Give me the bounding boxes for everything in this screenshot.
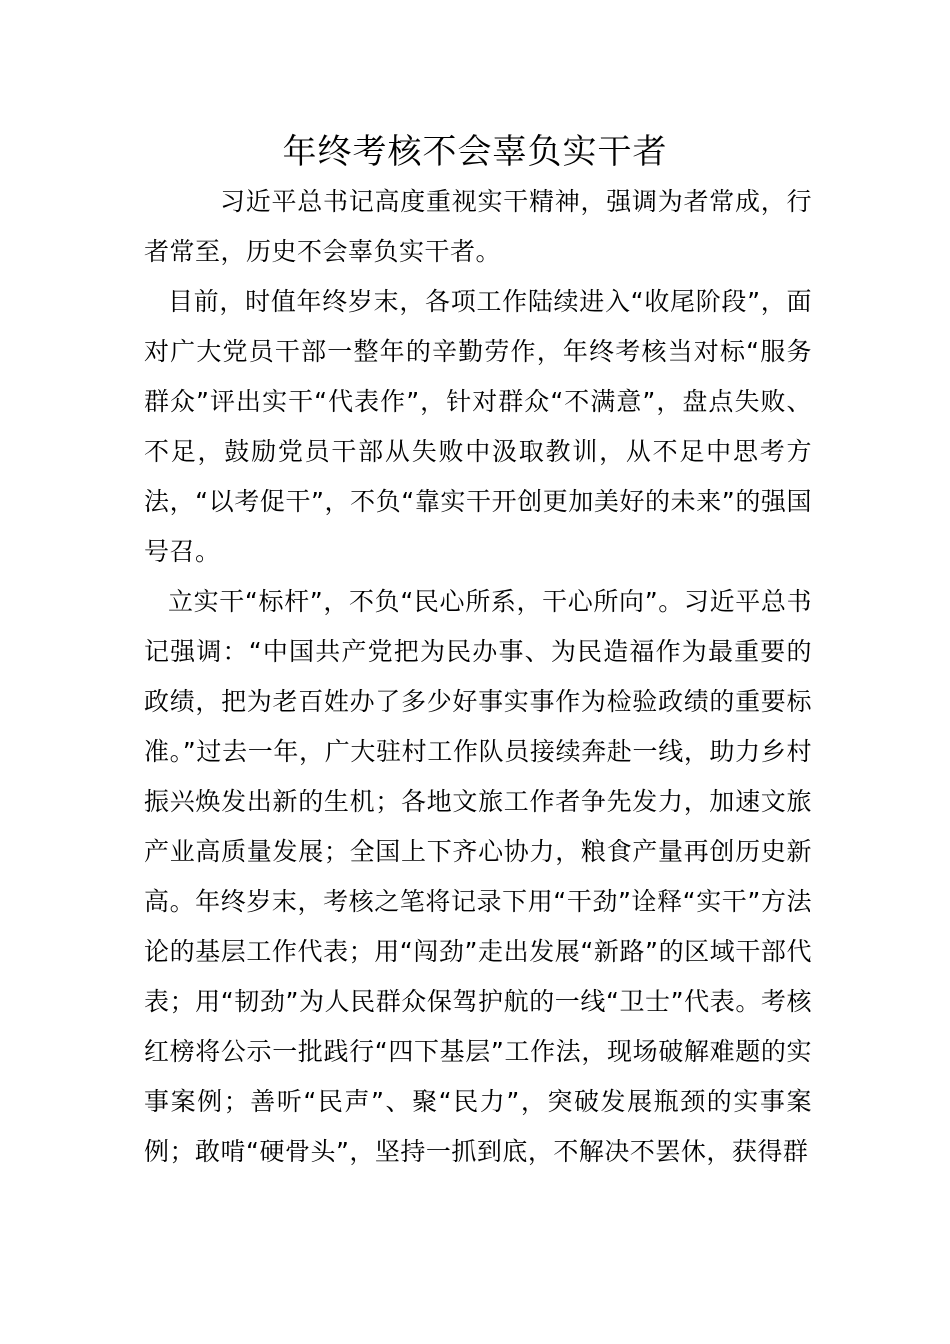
document-title: 年终考核不会辜负实干者 <box>282 132 668 172</box>
paragraph-3: 立实干“标杆”，不负“民心所系，干心所向”。习近平总书记强调：“中国共产党把为民办事、为民造福作为最重要的政绩，把为老百姓办了多少好事实事作为检验政绩的重要标准。”过去一年，广大驻村工作队员接续奔赴一线，助力乡村振兴焕发出新的生机；各地文旅工作者争先发力，加速文旅产业高质量发展；全国上下齐心协力，粮食产量再创历史新高。年终岁末，考核之笔将记录下用“干劲”诠释“实干”方法论的基层工作代表；用“闯劲”走出发展“新路”的区域干部代表；用“韧劲”为人民群众保驾护航的一线“卫士”代表。考核红榜将公示一批践行“四下基层”工作法，现场破解难题的实事案例；善听“民声”、聚“民力”，突破发展瓶颈的实事案例；敢啃“硬骨头”，坚持一抓到底，不解决不罢休，获得群 <box>144 587 812 1166</box>
paragraph-2: 目前，时值年终岁末，各项工作陆续进入“收尾阶段”，面对广大党员干部一整年的辛勤劳作，年终考核当对标“服务群众”评出实干“代表作”，针对群众“不满意”，盘点失败、不足，鼓励党员干部从失败中汲取教训，从不足中思考方法，“以考促干”，不负“靠实干开创更加美好的未来”的强国号召。 <box>144 287 812 566</box>
paragraph-1: 习近平总书记高度重视实干精神，强调为者常成，行者常至，历史不会辜负实干者。 <box>144 187 812 266</box>
document-body <box>144 177 812 1177</box>
